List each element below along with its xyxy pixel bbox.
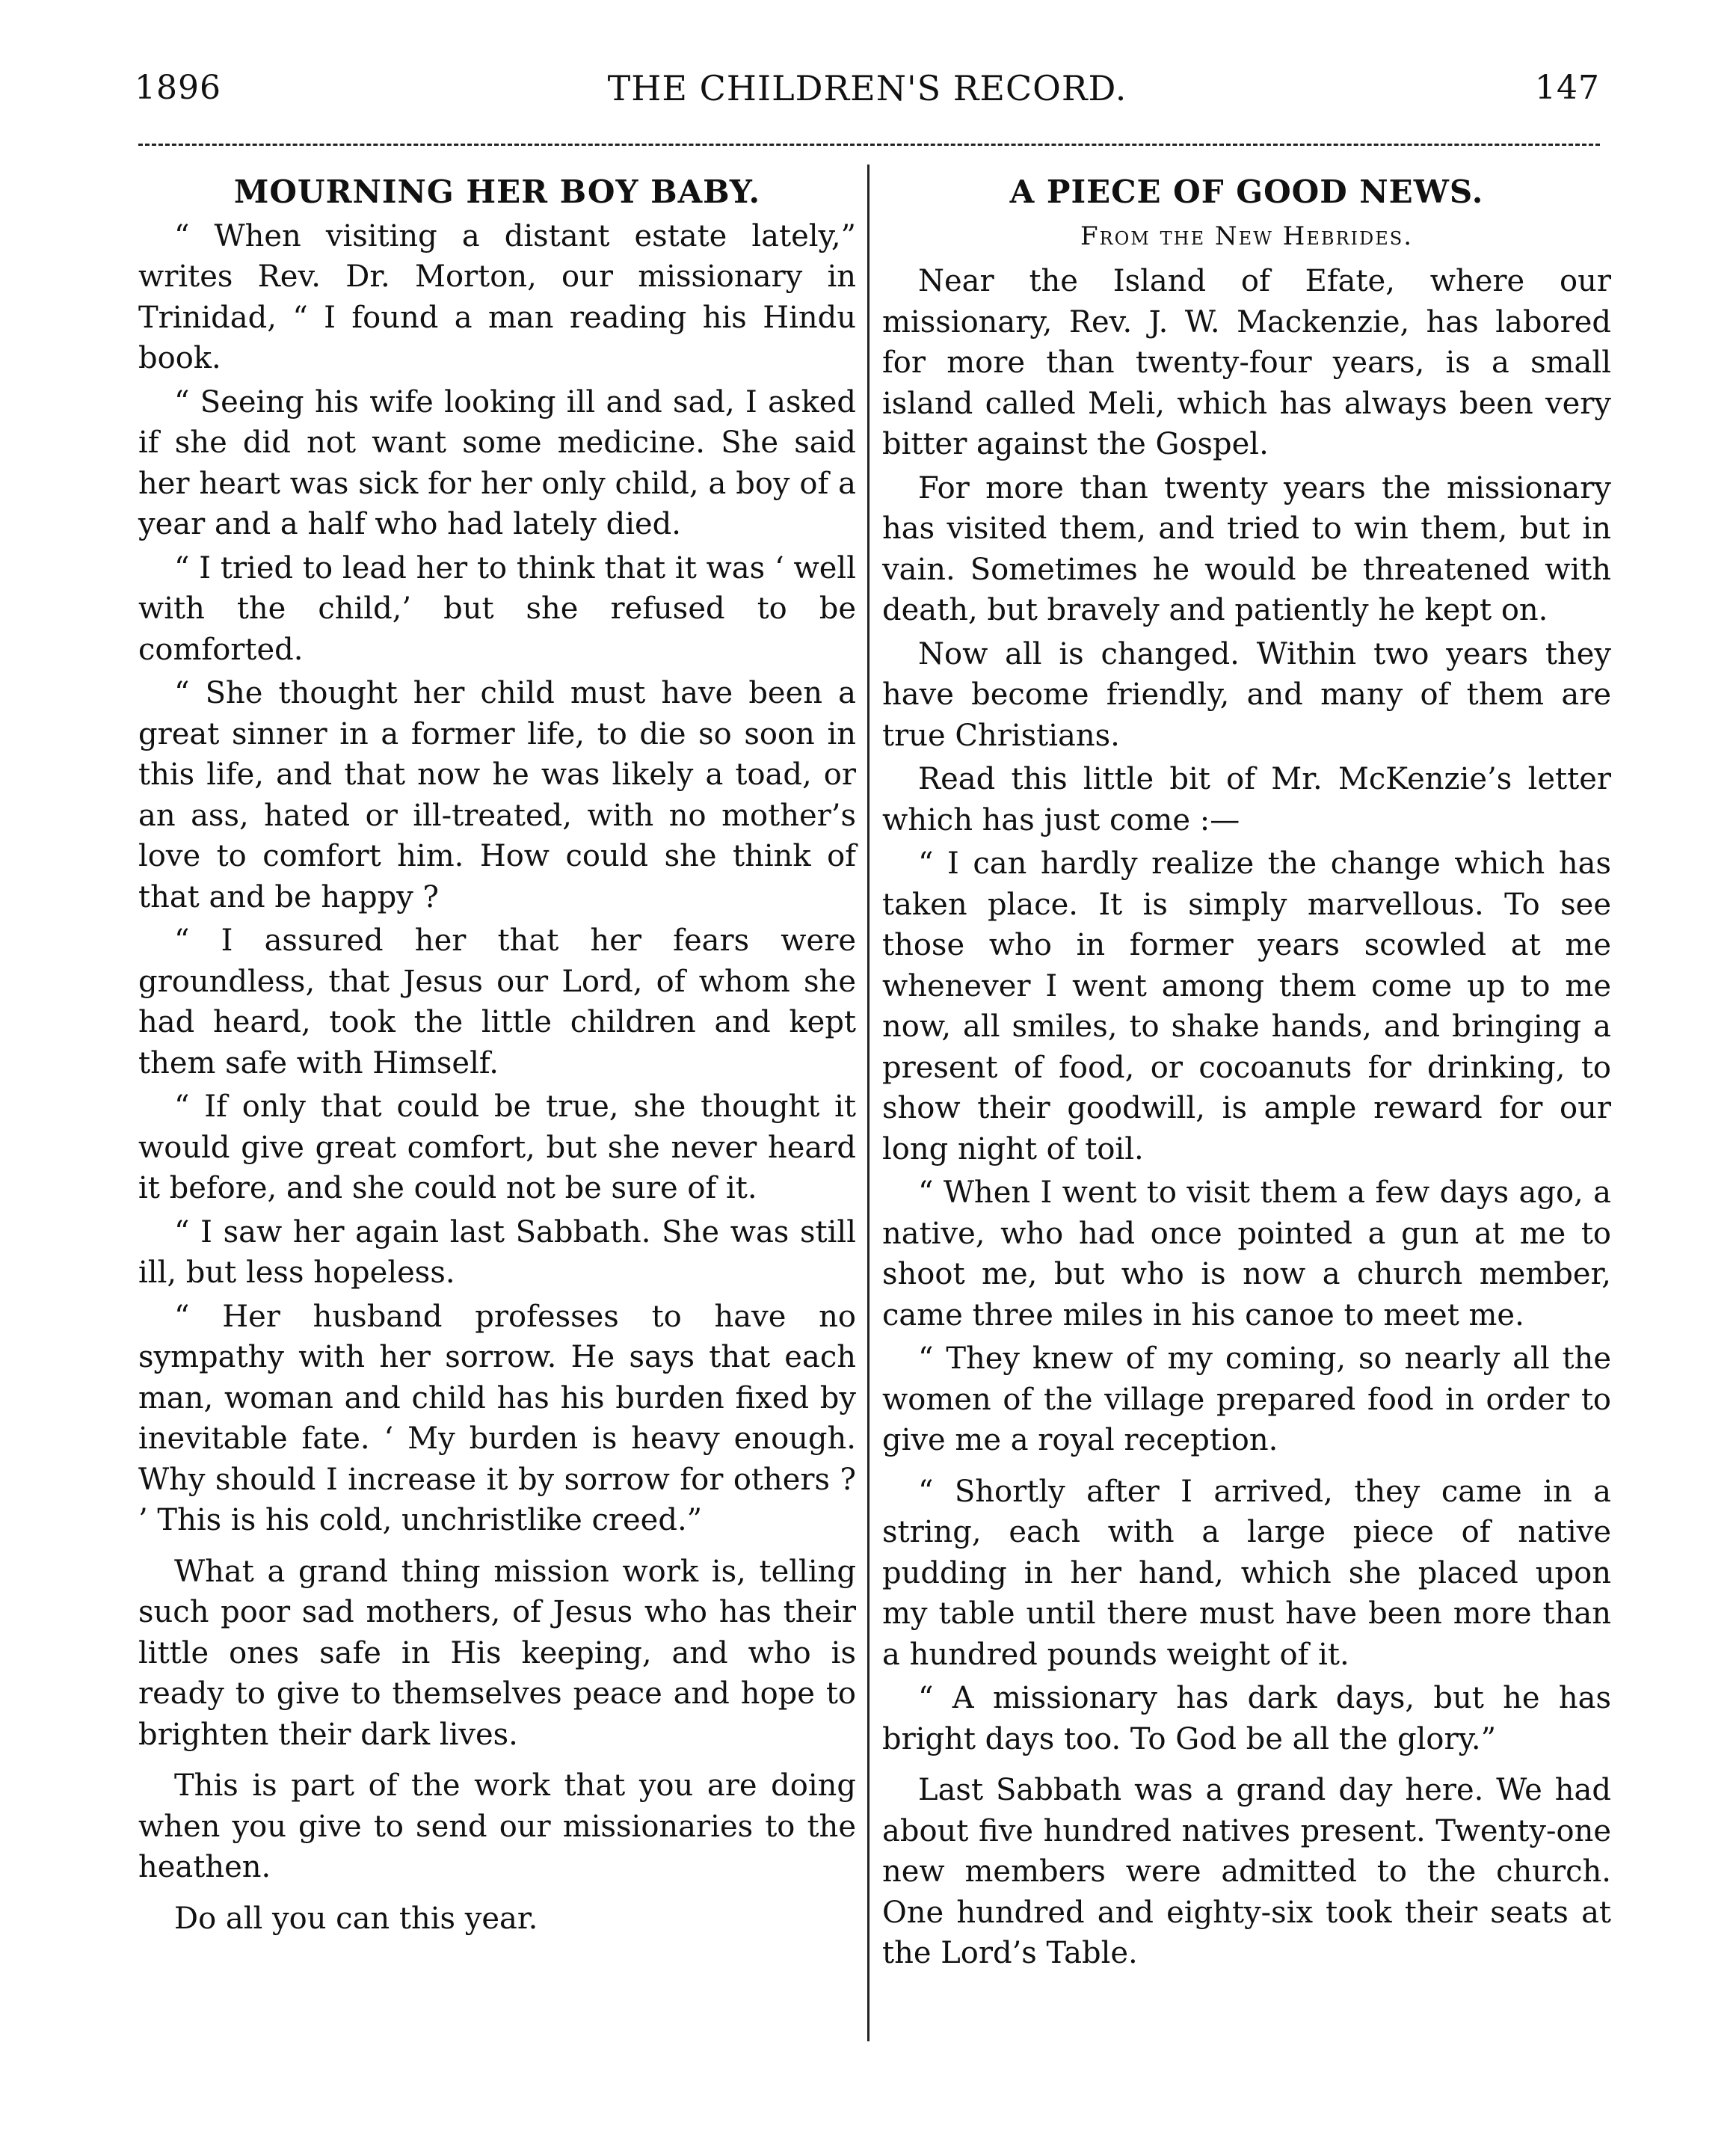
left-column-article	[138, 172, 856, 1942]
right-paragraph: “ Shortly after I arrived, they came in a string, each with a large piece of native pudding in her hand, which she placed upon my table until there must have been more than a hundred pounds weight of it.	[882, 1474, 1611, 1672]
left-article-title: MOURNING HER BOY BABY.	[233, 173, 761, 210]
left-paragraph: “ I assured her that her fears were groundless, that Jesus our Lord, of whom she had heard, took the little children and kept them safe with Himself.	[138, 923, 856, 1080]
right-paragraph: Read this little bit of Mr. McKenzie’s letter which has just come :—	[882, 762, 1611, 837]
right-paragraph: “ When I went to visit them a few days ago, a native, who had once pointed a gun at me to shoot me, but who is now a church member, came three miles in his canoe to meet me.	[882, 1175, 1611, 1332]
right-paragraph: Last Sabbath was a grand day here. We had about five hundred natives present. Twenty-one new members were admitted to the church. One hundred and eighty-six took their seats at the Lord’s Table.	[882, 1773, 1611, 1970]
header-page-number: 147	[1535, 69, 1600, 107]
right-paragraph: “ They knew of my coming, so nearly all the women of the village prepared food in order to give me a royal reception.	[882, 1341, 1611, 1457]
left-paragraph: “ I saw her again last Sabbath. She was still ill, but less hopeless.	[138, 1214, 856, 1290]
right-article-subtitle: From the New Hebrides.	[1080, 221, 1414, 251]
left-paragraph: “ I tried to lead her to think that it was ‘ well with the child,’ but she refused to be comforted.	[138, 550, 856, 667]
right-paragraph: Near the Island of Efate, where our missionary, Rev. J. W. Mackenzie, has labored for more than twenty-four years, is a small island called Meli, which has always been very bitter against the Gospel.	[882, 264, 1611, 461]
header-rule	[138, 144, 1600, 146]
header-year: 1896	[135, 69, 221, 107]
left-paragraph: “ If only that could be true, she thought it would give great comfort, but she never heard it before, and she could not be sure of it.	[138, 1089, 856, 1205]
right-article-title: A PIECE OF GOOD NEWS.	[1009, 173, 1484, 210]
left-paragraph: This is part of the work that you are doing when you give to send our missionaries to the heathen.	[138, 1768, 856, 1884]
right-column-article	[882, 172, 1611, 1977]
left-paragraph: “ Her husband professes to have no sympathy with her sorrow. He says that each man, woman and child has his burden fixed by inevitable fate. ‘ My burden is heavy enough. Why should I increase it by sorrow for others ? ’ This is his cold, unchristlike creed.”	[138, 1299, 856, 1537]
left-paragraph: Do all you can this year.	[174, 1901, 538, 1936]
right-paragraph: For more than twenty years the missionary has visited them, and tried to win them, but in vain. Sometimes he would be threatened with death, but bravely and patiently he kept on.	[882, 470, 1611, 627]
header-title: THE CHILDREN'S RECORD.	[607, 68, 1127, 108]
left-paragraph: What a grand thing mission work is, telling such poor sad mothers, of Jesus who has their little ones safe in His keeping, and who is ready to give to themselves peace and hope to brighten their dark lives.	[138, 1554, 856, 1752]
column-divider	[867, 165, 869, 2041]
right-paragraph: Now all is changed. Within two years they have become friendly, and many of them are true Christians.	[882, 636, 1611, 753]
right-paragraph: “ A missionary has dark days, but he has bright days too. To God be all the glory.”	[882, 1681, 1611, 1756]
left-paragraph: “ When visiting a distant estate lately,” writes Rev. Dr. Morton, our missionary in Trinidad, “ I found a man reading his Hindu book.	[138, 218, 856, 375]
right-paragraph: “ I can hardly realize the change which has taken place. It is simply marvellous. To see those who in former years scowled at me whenever I went among them come up to me now, all smiles, to shake hands, and bringing a present of food, or cocoanuts for drinking, to show their goodwill, is ample reward for our long night of toil.	[882, 846, 1611, 1166]
page-header	[135, 66, 1600, 118]
left-paragraph: “ She thought her child must have been a great sinner in a former life, to die so soon in this life, and that now he was likely a toad, or an ass, hated or ill-treated, with no mother’s love to comfort him. How could she think of that and be happy ?	[138, 676, 856, 914]
left-paragraph: “ Seeing his wife looking ill and sad, I asked if she did not want some medicine. She said her heart was sick for her only child, a boy of a year and a half who had lately died.	[138, 384, 856, 541]
